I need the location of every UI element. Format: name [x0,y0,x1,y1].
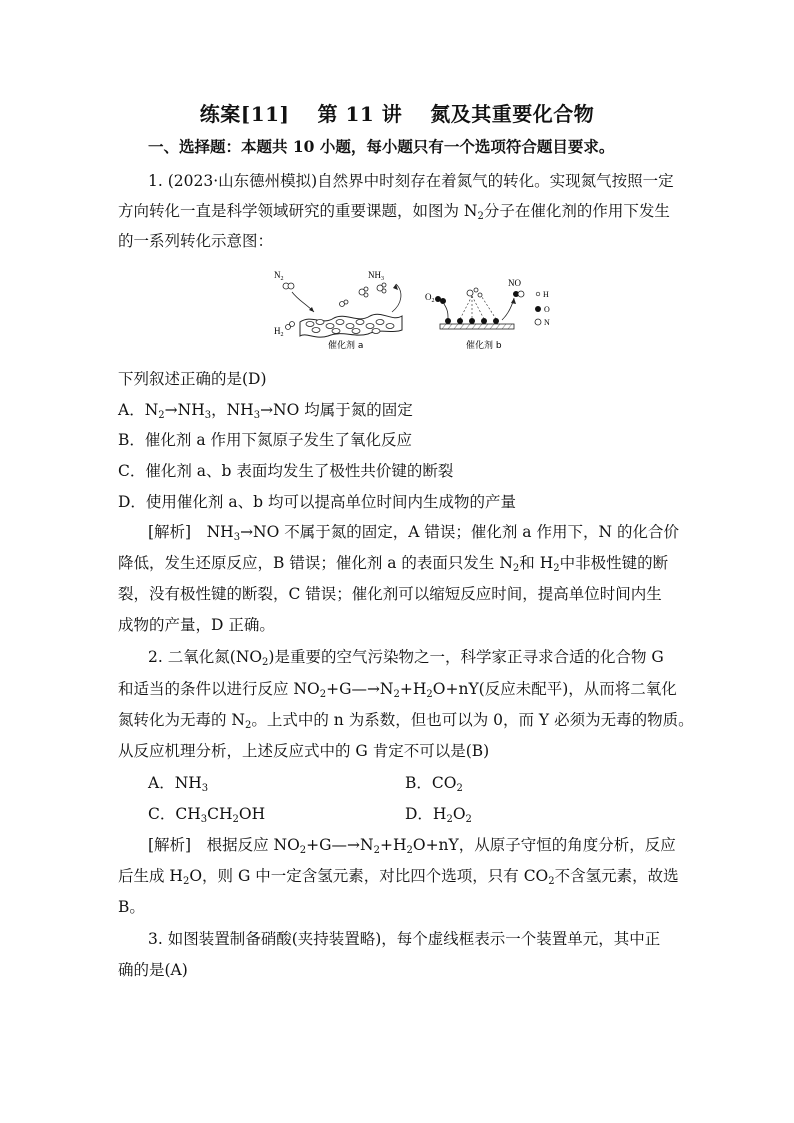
title-lecture-no: 第 11 讲 [317,102,403,126]
svg-text:O: O [544,305,550,314]
legend [535,290,550,327]
q1-line-3: 的一系列转化示意图： [118,232,274,250]
n2-molecule [283,283,294,289]
svg-text:N: N [544,318,550,327]
no-molecule [513,291,524,297]
adsorbed-atoms [445,318,499,324]
dashed-bonds [460,294,496,319]
q2-analysis-line-2: 后生成 $H_2O$，则 G 中一定含氢元素，对比四个选项，只有 $CO_2$不含氢元素，故选 [118,867,679,887]
n2-label: $N_2$ [274,270,284,282]
section-heading: 一、选择题：本题共 10 小题，每小题只有一个选项符合题目要求。 [148,137,615,156]
q1-line-1: 1. (2023·山东德州模拟)自然界中时刻存在着氮气的转化。实现氮气按照一定 [148,172,674,190]
q1-option-a: A．$N_2\to NH_3$，$NH_3\to NO$ 均属于氮的固定 [118,401,413,421]
q1-analysis-line-3: 裂，没有极性键的断裂，C 错误；催化剂可以缩短反应时间，提高单位时间内生 [118,585,662,603]
q1-stem: 下列叙述正确的是(D) [118,370,267,388]
q1-option-d: D．使用催化剂 a、b 均可以提高单位时间内生成物的产量 [118,493,516,511]
q2-line-2: 和适当的条件以进行反应 $NO_2+G—\to N_2+H_2O+nY$(反应未配平)，从而将二氧化 [118,680,677,700]
catalyst-a-label: 催化剂 a [328,341,364,351]
page-title [0,98,794,127]
h2-molecule [286,322,295,330]
q3-line-2: 确的是(A) [118,961,188,979]
q2-line-4: 从反应机理分析，上述反应式中的 G 肯定不可以是(B) [118,742,490,760]
q2-analysis-line-1: [解析] 根据反应 $NO_2+G—\to N_2+H_2O+nY$，从原子守恒的角度分析，反应 [148,836,676,856]
q3-line-1: 3. 如图装置制备硝酸(夹持装置略)，每个虚线框表示一个装置单元，其中正 [148,930,661,948]
q2-option-d: D．$H_2O_2$ [405,805,472,825]
q1-analysis-line-4: 成物的产量，D 正确。 [118,616,275,634]
title-topic: 氮及其重要化合物 [430,102,595,126]
catalyst-b-label: 催化剂 b [466,341,502,351]
q1-option-c: C．催化剂 a、b 表面均发生了极性共价键的断裂 [118,462,454,480]
q2-option-b: B．$CO_2$ [405,774,463,794]
o2-label: $O_2$ [425,292,435,304]
no-label: NO [508,278,521,288]
catalyst-a-surface [300,314,402,337]
q1-option-b: B．催化剂 a 作用下氮原子发生了氧化反应 [118,431,412,449]
o2-molecule [435,296,446,304]
arrow-o2 [444,304,448,318]
q2-option-c: C．$CH_3CH_2OH$ [148,805,266,825]
svg-text:H: H [543,290,549,299]
q2-line-3: 氮转化为无毒的 $N_2$。上式中的 n 为系数，但也可以为 0，而 Y 必须为无毒的物质。 [118,711,694,731]
nh3-label: $NH_3$ [368,270,384,282]
q1-analysis-line-2: 降低，发生还原反应，B 错误；催化剂 a 的表面只发生 $N_2$和 $H_2$中非极性键的断 [118,554,669,574]
title-practice-no: 练案[11] [199,102,290,126]
h2-label: $H_2$ [274,326,284,338]
catalyst-diagram [262,264,562,356]
q2-analysis-line-3: B。 [118,898,145,916]
arrowhead [511,298,516,304]
nh3-on-b [467,288,482,297]
q1-line-2: 方向转化一直是科学领域研究的重要课题，如图为 $N_2$分子在催化剂的作用下发生 [118,202,670,222]
nh3-molecules [340,283,387,307]
q2-line-1: 2. 二氧化氮$(NO_2)$是重要的空气污染物之一，科学家正寻求合适的化合物 G [148,648,664,668]
q2-option-a: A．$NH_3$ [148,774,209,794]
q1-analysis-line-1: [解析] $NH_3\to NO$ 不属于氮的固定，A 错误；催化剂 a 作用下，N 的化合价 [148,523,679,543]
